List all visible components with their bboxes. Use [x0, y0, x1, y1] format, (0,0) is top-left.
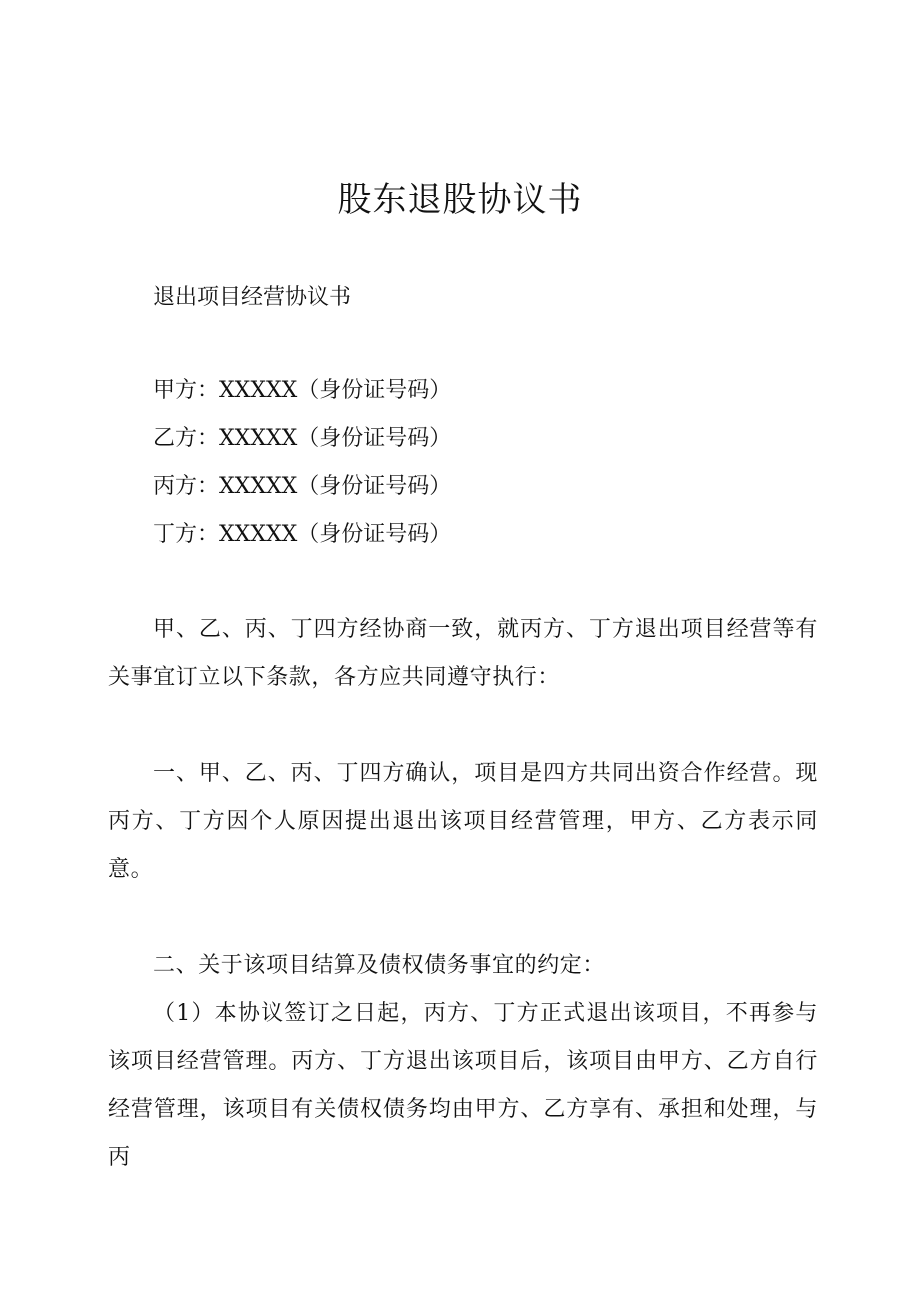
document-title: 股东退股协议书: [337, 180, 583, 220]
party-a-line: 甲方：XXXXX（身份证号码）: [153, 378, 452, 403]
party-d-line: 丁方：XXXXX（身份证号码）: [153, 522, 452, 547]
clause-2-item-1-paragraph: （1）本协议签订之日起，丙方、丁方正式退出该项目，不再参与该项目经营管理。丙方、丁方退出该项目后，该项目由甲方、乙方自行经营管理，该项目有关债权债务均由甲方、乙方享有、承担和处理，与丙: [108, 1001, 818, 1170]
clause-1-paragraph: 一、甲、乙、丙、丁四方确认，项目是四方共同出资合作经营。现丙方、丁方因个人原因提出退出该项目经营管理，甲方、乙方表示同意。: [108, 761, 818, 882]
document-subtitle: 退出项目经营协议书: [153, 285, 352, 310]
intro-paragraph: 甲、乙、丙、丁四方经协商一致，就丙方、丁方退出项目经营等有关事宜订立以下条款，各方应共同遵守执行：: [108, 617, 818, 690]
party-c-line: 丙方：XXXXX（身份证号码）: [153, 474, 452, 499]
clause-2-heading: 二、关于该项目结算及债权债务事宜的约定：: [153, 953, 606, 978]
party-b-line: 乙方：XXXXX（身份证号码）: [153, 426, 452, 451]
